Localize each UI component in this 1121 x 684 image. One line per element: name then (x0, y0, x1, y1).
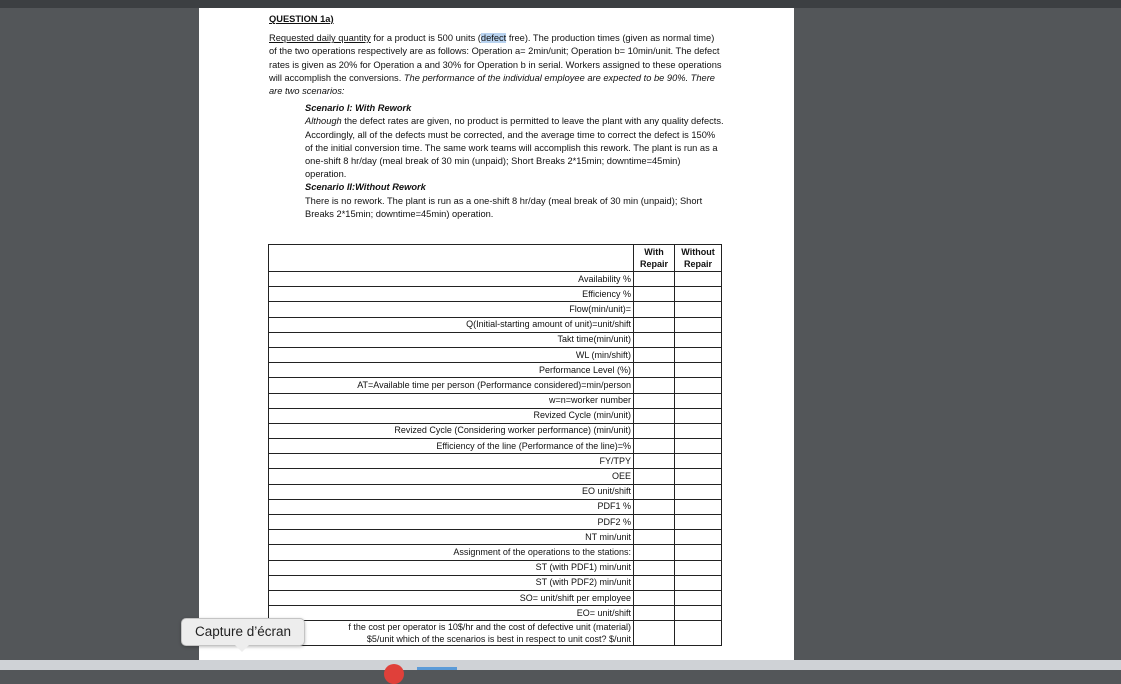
with-repair-cell[interactable] (634, 317, 675, 332)
row-label: OEE (269, 469, 634, 484)
with-repair-cell[interactable] (634, 332, 675, 347)
without-repair-cell[interactable] (675, 272, 722, 287)
row-label: AT=Available time per person (Performance considered)=min/person (269, 378, 634, 393)
with-repair-cell[interactable] (634, 363, 675, 378)
screenshot-tooltip: Capture d’écran (181, 618, 305, 646)
with-repair-cell[interactable] (634, 499, 675, 514)
row-label: Efficiency % (269, 287, 634, 302)
document-page (199, 8, 794, 670)
table-row (269, 530, 722, 545)
without-repair-cell[interactable] (675, 606, 722, 621)
without-repair-cell[interactable] (675, 378, 722, 393)
row-label: Assignment of the operations to the stations: (269, 545, 634, 560)
with-repair-cell[interactable] (634, 302, 675, 317)
row-label: Revized Cycle (min/unit) (269, 408, 634, 423)
row-label: EO unit/shift (269, 484, 634, 499)
without-repair-cell[interactable] (675, 408, 722, 423)
without-repair-cell[interactable] (675, 317, 722, 332)
without-repair-cell[interactable] (675, 575, 722, 590)
table-row (269, 408, 722, 423)
with-repair-cell[interactable] (634, 545, 675, 560)
with-repair-cell[interactable] (634, 378, 675, 393)
without-repair-cell[interactable] (675, 560, 722, 575)
row-label: Takt time(min/unit) (269, 332, 634, 347)
scenario-2 (305, 181, 724, 221)
table-row (269, 347, 722, 362)
table-row (269, 575, 722, 590)
without-repair-cell[interactable] (675, 332, 722, 347)
viewer-top-bar (0, 0, 1121, 8)
cost-question-label: f the cost per operator is 10$/hr and the cost of defective unit (material) $5/unit which of the scenarios is best in respect to unit cost? $/unit (269, 621, 634, 646)
without-repair-cell[interactable] (675, 347, 722, 362)
with-repair-cell[interactable] (634, 590, 675, 605)
with-repair-cell[interactable] (634, 454, 675, 469)
table-row (269, 484, 722, 499)
scenario-1: Scenario I: With Rework Although the defect rates are given, no product is permitted to leave the plant with any quality defects. Accordingly, all of the defects must be corrected, and the average time to correct the defect is 150% of the initial conversion time. The same work teams will accomplish this rework. The plant is run as a one-shift 8 hr/day (meal break of 30 min (unpaid); Short Breaks 2*15min; downtime=45min) operation. (305, 103, 724, 180)
with-repair-cell[interactable] (634, 606, 675, 621)
table-row (269, 590, 722, 605)
without-repair-cell[interactable] (675, 545, 722, 560)
table-row (269, 454, 722, 469)
header-without-repair: Without Repair (675, 245, 722, 272)
table-row (269, 302, 722, 317)
with-repair-cell[interactable] (634, 393, 675, 408)
table-row (269, 272, 722, 287)
row-label: PDF2 % (269, 515, 634, 530)
table-row (269, 439, 722, 454)
without-repair-cell[interactable] (675, 621, 722, 646)
row-label: w=n=worker number (269, 393, 634, 408)
row-label: ST (with PDF2) min/unit (269, 575, 634, 590)
answer-table (268, 244, 722, 646)
row-label: Revized Cycle (Considering worker performance) (min/unit) (269, 423, 634, 438)
with-repair-cell[interactable] (634, 439, 675, 454)
without-repair-cell[interactable] (675, 363, 722, 378)
header-with-repair: With Repair (634, 245, 675, 272)
row-label: Efficiency of the line (Performance of the line)=% (269, 439, 634, 454)
highlighted-word: defect (480, 33, 507, 44)
row-label: NT min/unit (269, 530, 634, 545)
intro-paragraph: Requested daily quantity for a product is 500 units (defect free). The production times (given as normal time) of the two operations respectively are as follows: Operation a= 2min/unit; Operation b= 10min/unit. The defect rates is given as 20% for Operation a and 30% for Operation b in serial. Workers assigned to these operations will accomplish the conversions. The performance of the individual employee are expected to be 90%. There are two scenarios: (269, 33, 722, 97)
without-repair-cell[interactable] (675, 515, 722, 530)
with-repair-cell[interactable] (634, 469, 675, 484)
with-repair-cell[interactable] (634, 530, 675, 545)
table-row (269, 515, 722, 530)
row-label: PDF1 % (269, 499, 634, 514)
row-label: SO= unit/shift per employee (269, 590, 634, 605)
with-repair-cell[interactable] (634, 560, 675, 575)
scenario-1-text: the defect rates are given, no product is permitted to leave the plant with any quality defects. Accordingly, all of the defects must be corrected, and the average time to correct the defect is 150% of the initial conversion time. The same work teams will accomplish this rework. The plant is run as a one-shift 8 hr/day (meal break of 30 min (unpaid); Short Breaks 2*15min; downtime=45min) operation. (305, 116, 724, 180)
question-title: QUESTION 1a) (269, 14, 334, 24)
table-row (269, 287, 722, 302)
requested-quantity-link: Requested daily quantity (269, 33, 371, 44)
without-repair-cell[interactable] (675, 287, 722, 302)
dock-bar (0, 660, 1121, 670)
without-repair-cell[interactable] (675, 393, 722, 408)
with-repair-cell[interactable] (634, 621, 675, 646)
without-repair-cell[interactable] (675, 423, 722, 438)
table-corner (269, 245, 634, 272)
table-row (269, 606, 722, 621)
without-repair-cell[interactable] (675, 530, 722, 545)
with-repair-cell[interactable] (634, 515, 675, 530)
row-label: Flow(min/unit)= (269, 302, 634, 317)
without-repair-cell[interactable] (675, 469, 722, 484)
with-repair-cell[interactable] (634, 575, 675, 590)
table-row-cost-question (269, 621, 722, 646)
table-row (269, 317, 722, 332)
row-label: EO= unit/shift (269, 606, 634, 621)
table-row (269, 393, 722, 408)
table-row (269, 545, 722, 560)
row-label: ST (with PDF1) min/unit (269, 560, 634, 575)
with-repair-cell[interactable] (634, 423, 675, 438)
without-repair-cell[interactable] (675, 454, 722, 469)
question-text (269, 13, 724, 221)
row-label: Availability % (269, 272, 634, 287)
row-label: FY/TPY (269, 454, 634, 469)
table-row (269, 378, 722, 393)
with-repair-cell[interactable] (634, 408, 675, 423)
without-repair-cell[interactable] (675, 590, 722, 605)
table-row (269, 469, 722, 484)
scenario-1-title: Scenario I: With Rework (305, 103, 412, 114)
row-label: WL (min/shift) (269, 347, 634, 362)
table-row (269, 423, 722, 438)
with-repair-cell[interactable] (634, 287, 675, 302)
without-repair-cell[interactable] (675, 439, 722, 454)
with-repair-cell[interactable] (634, 347, 675, 362)
table-row (269, 499, 722, 514)
without-repair-cell[interactable] (675, 484, 722, 499)
table-row (269, 560, 722, 575)
table-row (269, 332, 722, 347)
table-row (269, 363, 722, 378)
without-repair-cell[interactable] (675, 302, 722, 317)
scenario-2-text: There is no rework. The plant is run as a one-shift 8 hr/day (meal break of 30 min (unpaid); Short Breaks 2*15min; downtime=45min) operation. (305, 195, 703, 219)
row-label: Q(Initial-starting amount of unit)=unit/shift (269, 317, 634, 332)
dock-app-icon[interactable] (384, 664, 404, 684)
tooltip-tail (234, 644, 250, 652)
without-repair-cell[interactable] (675, 499, 722, 514)
with-repair-cell[interactable] (634, 272, 675, 287)
scenario-2-title: Scenario II:Without Rework (305, 182, 426, 193)
row-label: Performance Level (%) (269, 363, 634, 378)
with-repair-cell[interactable] (634, 484, 675, 499)
